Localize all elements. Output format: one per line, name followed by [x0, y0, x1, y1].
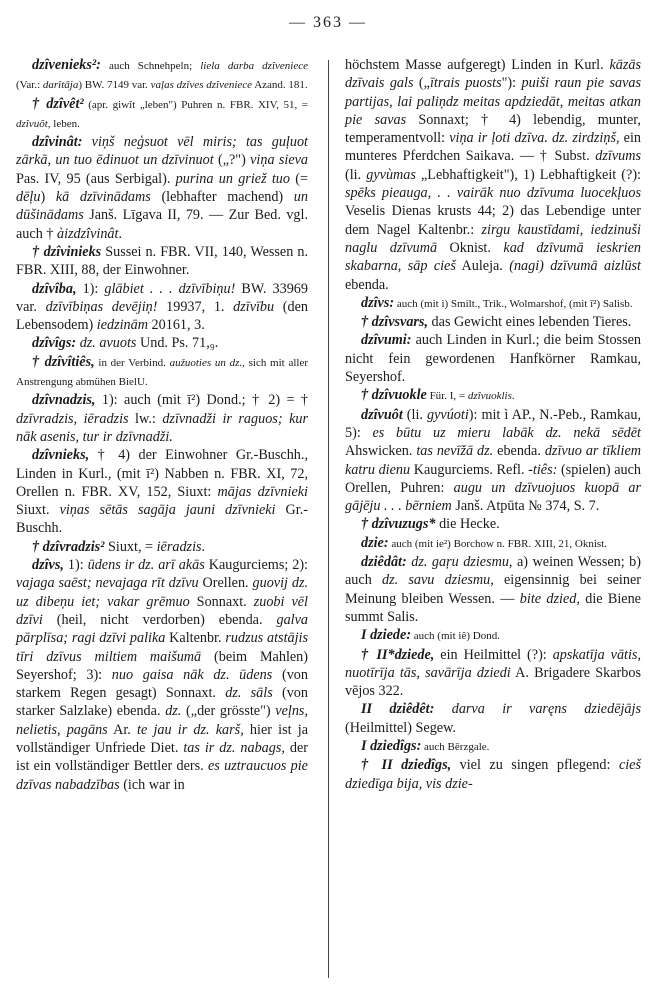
entry-text: rudzus atstājis tīri dzīvus miltiem maišumā [16, 630, 309, 665]
entry-text: àizdzîvinât [56, 225, 119, 242]
entry-text: auch (mit iê) Dond. [411, 630, 500, 643]
dictionary-entry [345, 294, 641, 313]
entry-headword: dzîvs, [32, 557, 64, 574]
dictionary-entry [16, 446, 308, 537]
entry-text: "): [501, 75, 522, 92]
entry-text: nuo gaisa nāk dz. ūdens [111, 666, 273, 683]
entry-text: Sussei n. FBR. VII, 140, Wessen n. FBR. XIII, 88, der Einwohner. [16, 243, 308, 279]
entry-headword: † dzîvêt² [32, 95, 84, 112]
entry-headword: dzîvîgs: [32, 335, 77, 352]
page-number: — 363 — [289, 14, 367, 31]
entry-text: Und. Ps. 71,₉. [136, 335, 219, 352]
entry-text: un dūšinādams [16, 189, 308, 224]
entry-text: veļns, nelietis, pagāns [16, 703, 308, 738]
entry-text: dzīvībiņas devējiņ! [45, 298, 158, 315]
entry-text: in der Verbind. [94, 356, 170, 369]
entry-text: viņš neģsuot vēl miris; tas guļuot zārkā, un tuo ēdinuot un dzīvinuot [16, 134, 308, 169]
entry-text: gyvúoti [427, 406, 469, 423]
entry-text: zuobi vēl dzīvi [16, 593, 308, 628]
entry-text: (spielen) auch Orellen, Puhren: [345, 461, 642, 496]
left-column [16, 56, 308, 794]
entry-headword: † dzîvinieks [32, 243, 102, 260]
entry-text: dz. [165, 703, 182, 720]
entry-text: dzīvnadži ir raguos; kur nāk asenis, tur ir dzīvnadži. [16, 410, 308, 445]
entry-headword: † dzîvuzugs* [361, 516, 436, 533]
entry-text: „Lebhaftigkeit"), 1) Lebhaftigkeit (?): [415, 166, 641, 183]
entry-text: Veselis Dienas krusts 44; 2) das Lebendige unter dem Nagel Kaltenbr.: [345, 203, 641, 238]
entry-text: , leben. [47, 117, 80, 130]
entry-headword: dzie: [361, 534, 389, 551]
entry-text: viel zu singen pflegend: [451, 757, 619, 774]
entry-text: . [511, 390, 515, 403]
entry-text: guovij dz. uz dibeņu iet; vakar grēmuo [16, 575, 309, 610]
entry-text: viņas sētās sagāja jauni dzīvnieki [59, 502, 276, 519]
dictionary-entry [345, 331, 641, 386]
entry-text: gyvùmas [366, 166, 416, 183]
entry-text: aužuoties un dz. [169, 356, 243, 369]
entry-headword: dzîvnieks, [32, 447, 90, 464]
entry-text: die Hecke. [435, 516, 500, 533]
dictionary-entry [16, 95, 308, 134]
entry-text: dz. sāls [225, 685, 273, 702]
entry-headword: † dzîvsvars, [361, 314, 428, 331]
dictionary-entry [16, 243, 308, 280]
entry-text: zirgu kaustīdami, iedzinuši naglu dzīvumā [345, 221, 641, 256]
dictionary-entry [16, 334, 308, 352]
entry-text: iēradzis [156, 538, 202, 555]
entry-text: (= [290, 170, 308, 187]
entry-text: mājas dzīvnieki [217, 483, 308, 500]
entry-text: (li. [402, 406, 427, 423]
entry-text: apskatīja vātis, nuotīrīja tās, savārīja dziedi [345, 646, 641, 681]
entry-text: Siuxt, = [104, 538, 157, 555]
entry-text: viņa ir ļoti dzīva. dz. zirdziņš, [449, 130, 620, 147]
entry-text: (von starkem Regen gesagt) Sonnaxt. [16, 666, 308, 702]
dictionary-entry [345, 386, 641, 405]
entry-text: (heil, nicht verdorben) ebenda. [42, 611, 277, 628]
entry-text: ebenda. [493, 443, 545, 460]
entry-text: Auleja. [455, 258, 510, 275]
entry-text: auch (mit ì) Smilt., Trik., Wolmarshof, (mit ī²) Salisb. [394, 297, 633, 310]
entry-text: BW. 33969 var. [16, 280, 308, 315]
entry-headword: dziêdât: [361, 554, 407, 571]
entry-text: Kaugurciems. Refl. [410, 461, 529, 478]
entry-text: a) weinen Wessen; b) auch [345, 554, 641, 589]
dictionary-entry [345, 756, 641, 793]
entry-text: purina un griež tuo [175, 170, 290, 187]
entry-text: Azand. 181. [252, 79, 308, 92]
entry-headword: dzîvinât: [32, 134, 83, 151]
entry-text: tas nevīžā dz. [416, 443, 494, 460]
entry-text: (li. [345, 166, 367, 183]
entry-text: auch Bērzgale. [421, 740, 490, 753]
entry-text: Ar. [107, 721, 138, 738]
entry-text: 20161, 3. [148, 317, 205, 334]
entry-text: hier ist ja vollständiger Unfriede Diet. [16, 721, 309, 756]
entry-text: dzīvradzis, iēradzis [16, 410, 129, 427]
dictionary-entry [16, 280, 308, 335]
entry-text: darîtāja [42, 79, 79, 92]
entry-text: es uztraucuos pie dzīvas nabadzības [16, 758, 308, 793]
entry-text: dz. gaŗu dziesmu, [406, 554, 513, 571]
entry-text: kāzās dzīvais gals [345, 57, 641, 92]
entry-text: das Gewicht eines lebenden Tieres. [428, 314, 632, 331]
entry-text: ein Heilmittel (?): [434, 646, 553, 663]
entry-text: Sonnaxt; † 4) lebendig, munter, temperamentvoll: [345, 111, 641, 147]
entry-text: höchstem Masse aufgeregt) Linden in Kurl. [345, 57, 610, 73]
entry-text: ūdens ir dz. arī akās [87, 557, 205, 574]
entry-text: darva ir varęns dziedējājs [434, 701, 641, 718]
entry-text: (den Lebensodem) [16, 298, 309, 334]
entry-text: (von starker Salzlake) ebenda. [16, 685, 308, 720]
dictionary-entry [345, 700, 641, 737]
entry-text: glābiet . . . dzīvībiņu! [104, 280, 236, 297]
dictionary-entry [345, 515, 641, 533]
entry-text: ītrais puosts [429, 75, 502, 92]
entry-text: eigensinnig bei seiner Meinung bleiben Wessen. — [345, 572, 641, 607]
column-divider [328, 60, 329, 978]
dictionary-entry [345, 534, 641, 553]
dictionary-entry [16, 353, 308, 392]
entry-text: auch Linden in Kurl.; die beim Stossen nicht fein gewordenen Hanfkörner Ramkau, Seyershof. [345, 332, 641, 386]
entry-text: Pas. IV, 95 (aus Serbigal). [16, 170, 176, 187]
entry-text: lw.: [128, 410, 163, 427]
entry-text: 1): [76, 280, 105, 297]
entry-headword: dzîvuôt [361, 406, 403, 423]
dictionary-entry [345, 737, 641, 756]
dictionary-entry [345, 553, 641, 626]
entry-text: ): mit ì AP., N.-Peb., Ramkau, 5): [345, 406, 642, 441]
entry-text: Für. I, = [426, 390, 468, 403]
entry-text: Janš. Līgava II, 79. — Zur Bed. vgl. auch † [16, 207, 308, 242]
entry-text: dēļu [16, 189, 41, 206]
entry-text: Orellen. [198, 575, 253, 592]
entry-text: dzîvuôt [16, 117, 48, 130]
entry-text: ebenda. [345, 276, 389, 293]
entry-text: . [201, 538, 206, 555]
entry-text: dzīvību [233, 298, 275, 315]
entry-text: Janš. Atpūta № 374, S. 7. [451, 498, 600, 515]
entry-text: . [118, 225, 123, 242]
entry-text: vajaga saēst; nevajaga rīt dzīvu [16, 575, 199, 592]
entry-text: (beim Mahlen) Seyershof; 3): [16, 648, 309, 683]
entry-text: Ahswicken. [345, 443, 417, 460]
dictionary-entry [345, 626, 641, 645]
entry-text: (ich war in [119, 776, 185, 793]
dictionary-entry [345, 56, 641, 294]
entry-text: 19937, 1. [157, 298, 234, 315]
entry-headword: dzîvnadzis, [32, 392, 96, 409]
entry-text: Siuxt. [16, 502, 60, 519]
dictionary-entry [16, 538, 308, 556]
right-column [345, 56, 641, 793]
dictionary-entry [16, 391, 308, 446]
entry-text: , sich mit aller Anstrengung abmühen BielU. [16, 356, 308, 389]
entry-text: dzīvums [595, 148, 641, 165]
entry-text: spēks pieauga, . . vairāk nuo dzīvuma luocekļuos [345, 185, 641, 202]
dictionary-entry [345, 406, 641, 516]
entry-text: kad dzīvumā ieskrien skabarna, sāp cieš [345, 239, 641, 275]
entry-headword: dzîvs: [361, 294, 395, 311]
entry-text: -tiês: [528, 461, 558, 478]
entry-text: (Heilmittel) Segew. [345, 719, 456, 736]
entry-text: 1): auch (mit ī²) Dond.; † 2) = † [95, 392, 308, 409]
entry-headword: † dzîvuokle [361, 387, 427, 404]
entry-text: 1): [63, 557, 88, 574]
entry-text: ) BW. 7149 var. [78, 79, 151, 92]
entry-text: (Var.: [16, 79, 43, 92]
entry-text: liela darba dzîveniece [200, 60, 308, 72]
entry-text: kā dzīvinādams [55, 189, 151, 206]
entry-text: viņa sieva [250, 152, 309, 169]
entry-text: A. Brigadere Skarbos vējos 322. [345, 664, 641, 700]
entry-text: dzīvuo ar tīkliem katru dienu [345, 443, 641, 478]
entry-text: (nagi) dzīvumā aizlūst [509, 258, 642, 275]
entry-headword: I dziedîgs: [361, 737, 422, 754]
dictionary-entry [16, 556, 308, 794]
entry-text: Oknist. [437, 239, 504, 256]
entry-text: (apr. giwît „leben") Puhren n. FBR. XIV, 51, = [83, 98, 308, 111]
entry-text: ) [40, 189, 56, 206]
dictionary-entry [345, 646, 641, 701]
entry-headword: I dziede: [361, 627, 412, 644]
entry-text: cieš dziedīga bija, vis dzie- [345, 757, 641, 792]
entry-text: („ [413, 75, 430, 92]
entry-text: bite dzied, [519, 590, 580, 607]
entry-text: galva pārplīsa; ragi dzīvi palika [16, 611, 308, 647]
entry-text: tas ir dz. nabags, [183, 739, 285, 756]
entry-headword: † II*dziede, [361, 646, 435, 663]
entry-headword: † dzîvradzis² [32, 538, 105, 555]
entry-text: dzîvuoklis [467, 390, 512, 403]
entry-text: auch Schnehpeln; [100, 60, 201, 72]
entry-text: iedzinām [96, 317, 148, 334]
entry-text: vaļas dzîves dzîveniece [150, 79, 253, 92]
entry-text: Kaltenbr. [165, 630, 226, 647]
entry-text: † 4) der Einwohner Gr.-Buschh., Linden in Kurl., (mit ī²) Nabben n. FBR. XI, 72, Orellen n. FBR. XV, 152, Siuxt: [16, 447, 308, 500]
entry-text: puiši raun pie savas partijas, lai paliņdz meitas apdziedāt, meitas atkan pie savas [345, 75, 641, 128]
entry-headword: dzîvenieks²: [32, 57, 101, 73]
entry-text: der ist ein vollständiger Bettler ders. [16, 739, 309, 775]
entry-text: dz. savu dziesmu, [381, 572, 494, 589]
entry-text: („der grösste") [181, 703, 276, 720]
entry-text: Gr.-Buschh. [16, 502, 308, 537]
entry-headword: † II dziedîgs, [361, 757, 452, 774]
dictionary-entry [345, 313, 641, 331]
entry-text: Kaugurciems; 2): [204, 557, 308, 574]
entry-text: dz. avuots [76, 335, 137, 352]
entry-text: die Biene summt Salis. [345, 590, 641, 625]
dictionary-entry [16, 133, 308, 243]
entry-text: augu un dzīvuojuos kuopā ar gājēju . . . bērniem [345, 479, 641, 515]
dictionary-entry [16, 56, 308, 95]
entry-headword: II dziêdêt: [361, 701, 435, 718]
entry-text: es būtu uz mieru labāk dz. nekā sēdēt [372, 424, 641, 441]
entry-text: (lebhafter machend) [150, 189, 294, 206]
entry-text: auch (mit ie²) Borchow n. FBR. XIII, 21, Oknist. [388, 537, 607, 550]
entry-text: ein munteres Pferdchen Saikava. — † Subst. [345, 130, 641, 165]
entry-text: te jau ir dz. karš, [137, 721, 244, 738]
entry-text: Sonnaxt. [189, 593, 254, 610]
entry-headword: dzîvîba, [32, 280, 77, 297]
entry-text: („?") [213, 152, 251, 169]
entry-headword: † dzîvîtiês, [32, 353, 95, 370]
entry-headword: dzîvumi: [361, 332, 412, 349]
